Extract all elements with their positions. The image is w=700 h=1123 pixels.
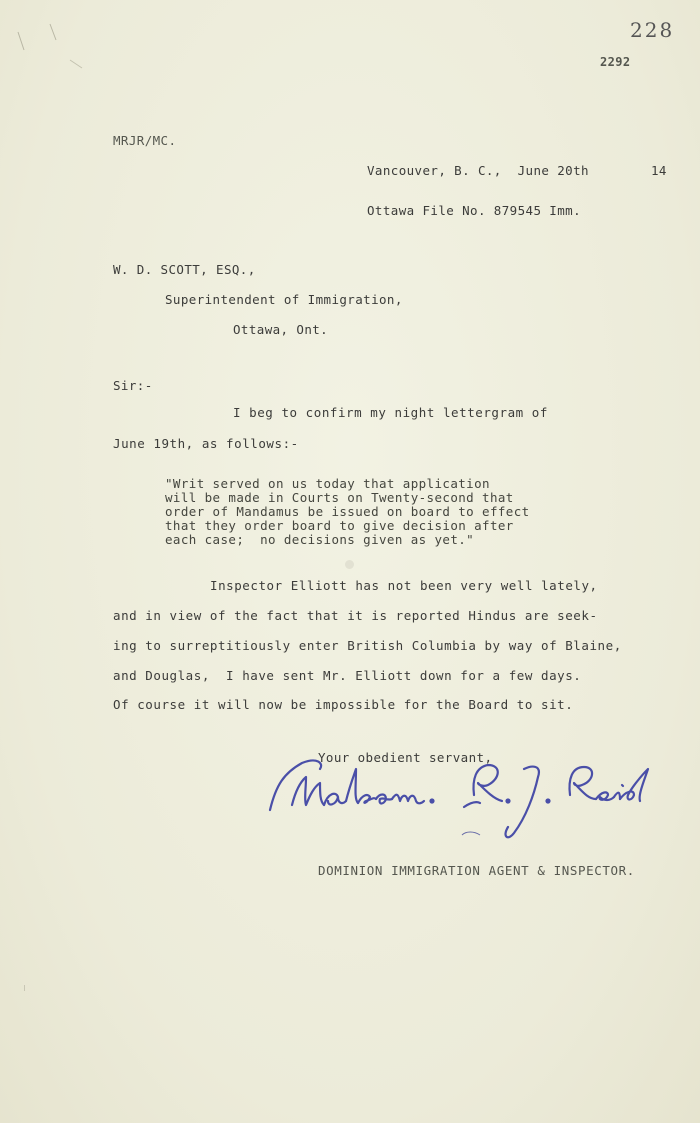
signatory-title: DOMINION IMMIGRATION AGENT & INSPECTOR.	[318, 863, 635, 878]
telegram-line-5: each case; no decisions given as yet."	[165, 532, 475, 547]
corner-pencil-mark	[10, 10, 90, 70]
salutation: Sir:-	[113, 378, 153, 393]
paragraph-2-line-3: ing to surreptitiously enter British Columbia by way of Blaine,	[113, 638, 622, 653]
page-number: 228	[630, 18, 675, 42]
closing: Your obedient servant,	[318, 750, 493, 765]
paragraph-2-line-2: and in view of the fact that it is reported Hindus are seek-	[113, 608, 598, 623]
ink-dot	[345, 560, 354, 569]
telegram-line-4: that they order board to give decision after	[165, 518, 514, 533]
telegram-line-1: "Writ served on us today that application	[165, 476, 490, 491]
recipient-name: W. D. SCOTT, ESQ.,	[113, 262, 256, 277]
telegram-line-3: order of Mandamus be issued on board to effect	[165, 504, 530, 519]
ottawa-file-number: Ottawa File No. 879545 Imm.	[367, 203, 581, 218]
paragraph-2-line-1: Inspector Elliott has not been very well lately,	[210, 578, 598, 593]
handwritten-signature	[262, 755, 662, 850]
paragraph-2-line-4: and Douglas, I have sent Mr. Elliott down for a few days.	[113, 668, 582, 683]
recipient-city: Ottawa, Ont.	[233, 322, 329, 337]
reference-code: MRJR/MC.	[113, 133, 177, 148]
paragraph-2-line-5: Of course it will now be impossible for the Board to sit.	[113, 697, 574, 712]
recipient-title: Superintendent of Immigration,	[165, 292, 403, 307]
file-number: 2292	[600, 55, 631, 69]
year: 14	[651, 163, 667, 178]
place-date: Vancouver, B. C., June 20th	[367, 163, 589, 178]
margin-tick	[24, 985, 25, 991]
paragraph-1-line-2: June 19th, as follows:-	[113, 436, 299, 451]
telegram-line-2: will be made in Courts on Twenty-second that	[165, 490, 514, 505]
paragraph-1-line-1: I beg to confirm my night lettergram of	[233, 405, 548, 420]
